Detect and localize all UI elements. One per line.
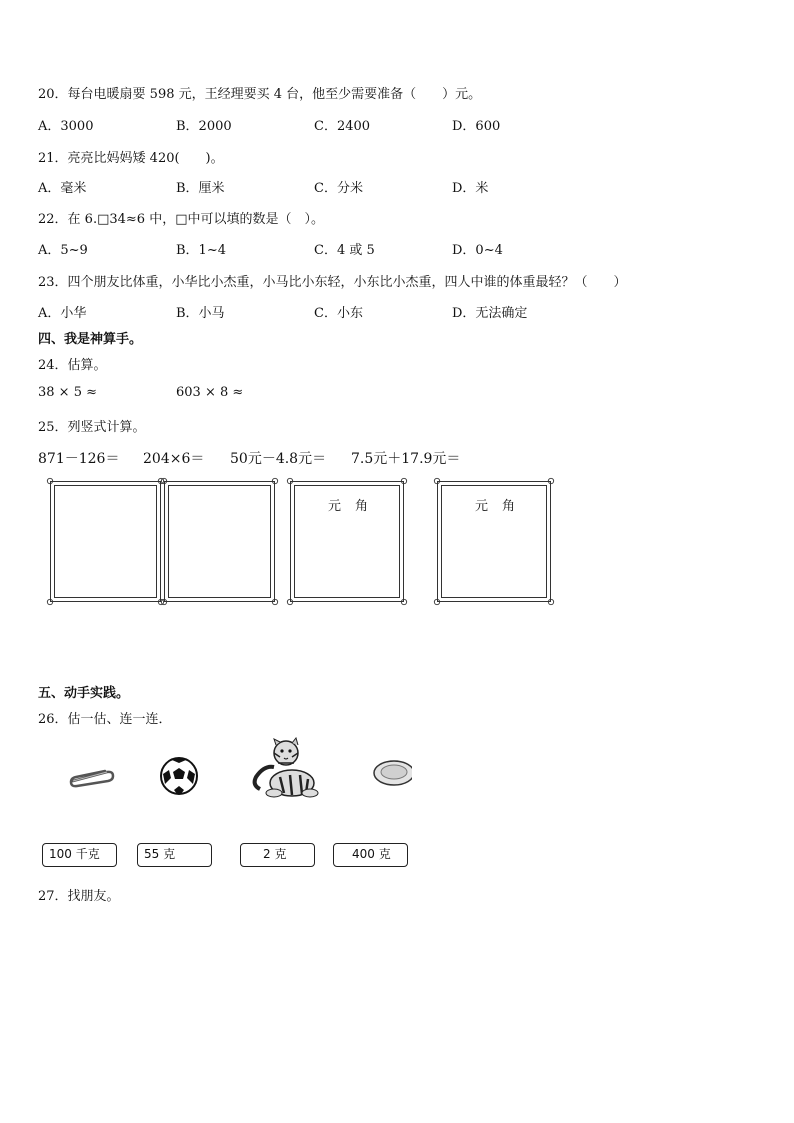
question-27: 27．找朋友。 <box>38 889 120 904</box>
jiao-label: 角 <box>355 499 369 514</box>
frame-corner-ornament <box>547 477 555 485</box>
q21-option-b[interactable]: B．厘米 <box>176 181 225 196</box>
q23-option-d[interactable]: D．无法确定 <box>452 306 528 321</box>
question-20: 20．每台电暖扇要 598 元，王经理要买 4 台，他至少需要准备（ ）元。 <box>38 87 482 102</box>
q24-item-1: 38 × 5 ≈ <box>38 385 97 400</box>
frame-corner-ornament <box>160 598 168 606</box>
q25-item-1: 871－126＝ <box>38 451 120 467</box>
question-21: 21．亮亮比妈妈矮 420( )。 <box>38 151 224 166</box>
frame-corner-ornament <box>286 598 294 606</box>
frame-corner-ornament <box>46 477 54 485</box>
frame-corner-ornament <box>400 477 408 485</box>
frame-corner-ornament <box>271 598 279 606</box>
section-5-title: 五、动手实践。 <box>38 686 130 701</box>
question-22: 22．在 6.□34≈6 中，□中可以填的数是（ ）。 <box>38 212 324 227</box>
jiao-label: 角 <box>502 499 516 514</box>
weight-box-100kg[interactable]: 100 千克 <box>42 843 117 867</box>
q22-option-c[interactable]: C．4 或 5 <box>314 243 375 258</box>
yuan-label: 元 <box>328 499 342 514</box>
q23-option-c[interactable]: C．小东 <box>314 306 363 321</box>
q25-item-4: 7.5元＋17.9元＝ <box>351 451 461 467</box>
frame-corner-ornament <box>400 598 408 606</box>
question-25: 25．列竖式计算。 <box>38 420 146 435</box>
question-23: 23．四个朋友比体重，小华比小杰重，小马比小东轻，小东比小杰重，四人中谁的体重最轻？（ ） <box>38 275 627 290</box>
q20-option-b[interactable]: B．2000 <box>176 119 232 134</box>
tiger-icon[interactable] <box>244 737 324 799</box>
weight-box-55g[interactable]: 55 克 <box>137 843 212 867</box>
q25-item-3: 50元－4.8元＝ <box>230 451 327 467</box>
frame-corner-ornament <box>433 598 441 606</box>
frame-corner-ornament <box>160 477 168 485</box>
answer-box-3[interactable] <box>290 481 404 602</box>
question-24: 24．估算。 <box>38 358 107 373</box>
question-26: 26．估一估、连一连． <box>38 712 172 727</box>
yuan-label: 元 <box>475 499 489 514</box>
frame-corner-ornament <box>46 598 54 606</box>
weight-box-400g[interactable]: 400 克 <box>333 843 408 867</box>
answer-box-2[interactable] <box>164 481 275 602</box>
soccer-ball-icon[interactable] <box>159 756 199 796</box>
plate-icon[interactable] <box>372 758 418 788</box>
q21-option-c[interactable]: C．分米 <box>314 181 363 196</box>
q20-option-d[interactable]: D．600 <box>452 119 501 134</box>
q25-item-2: 204×6＝ <box>143 451 205 467</box>
q24-item-2: 603 × 8 ≈ <box>176 385 244 400</box>
q23-option-b[interactable]: B．小马 <box>176 306 225 321</box>
section-4-title: 四、我是神算手。 <box>38 332 143 347</box>
frame-corner-ornament <box>271 477 279 485</box>
frame-corner-ornament <box>286 477 294 485</box>
q22-option-d[interactable]: D．0~4 <box>452 243 503 258</box>
answer-box-4[interactable] <box>437 481 551 602</box>
q21-option-d[interactable]: D．米 <box>452 181 489 196</box>
q21-option-a[interactable]: A．毫米 <box>38 181 87 196</box>
answer-box-1[interactable] <box>50 481 161 602</box>
frame-corner-ornament <box>547 598 555 606</box>
q22-option-b[interactable]: B．1~4 <box>176 243 226 258</box>
frame-corner-ornament <box>433 477 441 485</box>
q20-option-c[interactable]: C．2400 <box>314 119 371 134</box>
q20-option-a[interactable]: A．3000 <box>38 119 94 134</box>
q22-option-a[interactable]: A．5~9 <box>38 243 88 258</box>
q23-option-a[interactable]: A．小华 <box>38 306 87 321</box>
paperclip-icon[interactable] <box>67 766 117 788</box>
weight-box-2g[interactable]: 2 克 <box>240 843 315 867</box>
